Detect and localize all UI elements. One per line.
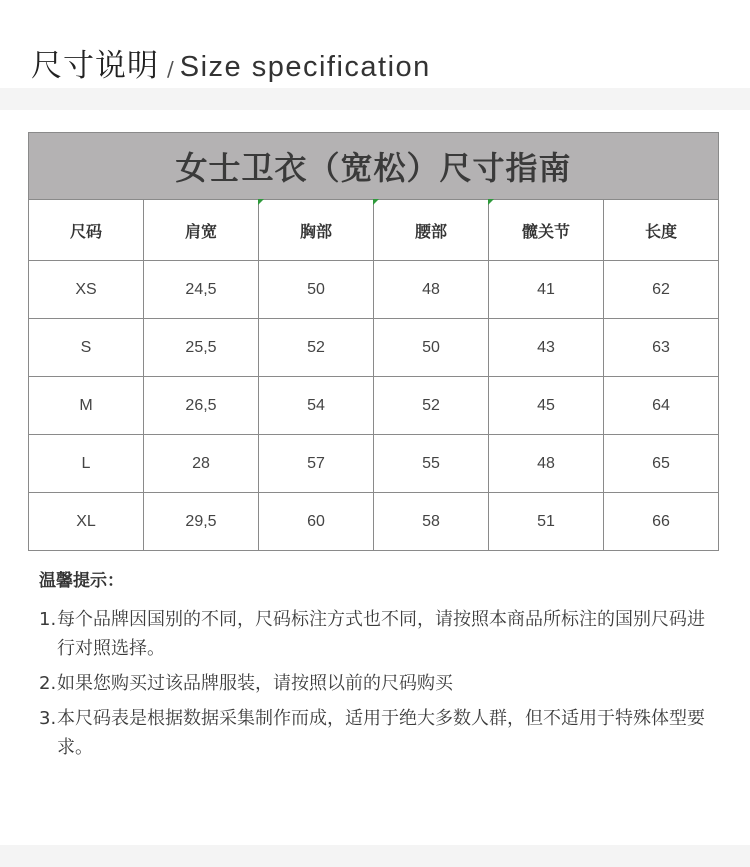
table-cell: 45 bbox=[489, 377, 604, 435]
table-cell: 58 bbox=[374, 493, 489, 551]
section-title-en: Size specification bbox=[179, 51, 431, 83]
tip-text: 如果您购买过该品牌服装，请按照以前的尺码购买 bbox=[57, 673, 453, 694]
size-cell: XL bbox=[29, 493, 144, 551]
column-header: 腰部 bbox=[374, 200, 489, 261]
table-cell: 28 bbox=[144, 435, 259, 493]
table-title: 女士卫衣（宽松）尺寸指南 bbox=[29, 133, 719, 200]
tips-section bbox=[39, 566, 719, 768]
cell-marker bbox=[488, 199, 494, 205]
tip-text: 每个品牌因国别的不同，尺码标注方式也不同，请按照本商品所标注的国别尺码进行对照选择。 bbox=[57, 609, 705, 659]
size-cell: M bbox=[29, 377, 144, 435]
table-cell: 64 bbox=[604, 377, 719, 435]
cell-marker bbox=[373, 199, 379, 205]
column-header: 胸部 bbox=[259, 200, 374, 261]
top-divider-band bbox=[0, 88, 750, 110]
table-row bbox=[29, 435, 719, 493]
tip-item bbox=[39, 669, 719, 698]
tip-text: 本尺码表是根据数据采集制作而成，适用于绝大多数人群，但不适用于特殊体型要求。 bbox=[57, 708, 705, 758]
tip-item bbox=[39, 704, 719, 762]
column-header: 长度 bbox=[604, 200, 719, 261]
size-cell: S bbox=[29, 319, 144, 377]
table-cell: 26,5 bbox=[144, 377, 259, 435]
table-cell: 63 bbox=[604, 319, 719, 377]
table-cell: 60 bbox=[259, 493, 374, 551]
bottom-divider-band bbox=[0, 845, 750, 867]
table-row bbox=[29, 261, 719, 319]
table-cell: 66 bbox=[604, 493, 719, 551]
table-cell: 41 bbox=[489, 261, 604, 319]
table-cell: 52 bbox=[259, 319, 374, 377]
table-cell: 48 bbox=[489, 435, 604, 493]
section-header bbox=[31, 40, 431, 86]
column-header: 髋关节 bbox=[489, 200, 604, 261]
table-cell: 25,5 bbox=[144, 319, 259, 377]
tip-number: 2. bbox=[39, 673, 57, 694]
table-cell: 48 bbox=[374, 261, 489, 319]
table-cell: 51 bbox=[489, 493, 604, 551]
table-row bbox=[29, 377, 719, 435]
size-cell: XS bbox=[29, 261, 144, 319]
tip-number: 3. bbox=[39, 708, 57, 729]
table-cell: 54 bbox=[259, 377, 374, 435]
table-header-row bbox=[29, 200, 719, 261]
table-cell: 43 bbox=[489, 319, 604, 377]
title-separator: / bbox=[167, 57, 174, 81]
tip-number: 1. bbox=[39, 609, 57, 630]
table-cell: 24,5 bbox=[144, 261, 259, 319]
table-cell: 50 bbox=[374, 319, 489, 377]
table-cell: 50 bbox=[259, 261, 374, 319]
table-row bbox=[29, 319, 719, 377]
table-cell: 55 bbox=[374, 435, 489, 493]
table-cell: 52 bbox=[374, 377, 489, 435]
table-cell: 62 bbox=[604, 261, 719, 319]
column-header: 尺码 bbox=[29, 200, 144, 261]
cell-marker bbox=[258, 199, 264, 205]
tips-title: 温馨提示： bbox=[39, 571, 124, 591]
size-table bbox=[28, 132, 719, 551]
table-cell: 57 bbox=[259, 435, 374, 493]
section-title-cn: 尺寸说明 bbox=[31, 48, 159, 84]
tip-item bbox=[39, 605, 719, 663]
size-cell: L bbox=[29, 435, 144, 493]
table-cell: 29,5 bbox=[144, 493, 259, 551]
column-header: 肩宽 bbox=[144, 200, 259, 261]
table-cell: 65 bbox=[604, 435, 719, 493]
table-row bbox=[29, 493, 719, 551]
